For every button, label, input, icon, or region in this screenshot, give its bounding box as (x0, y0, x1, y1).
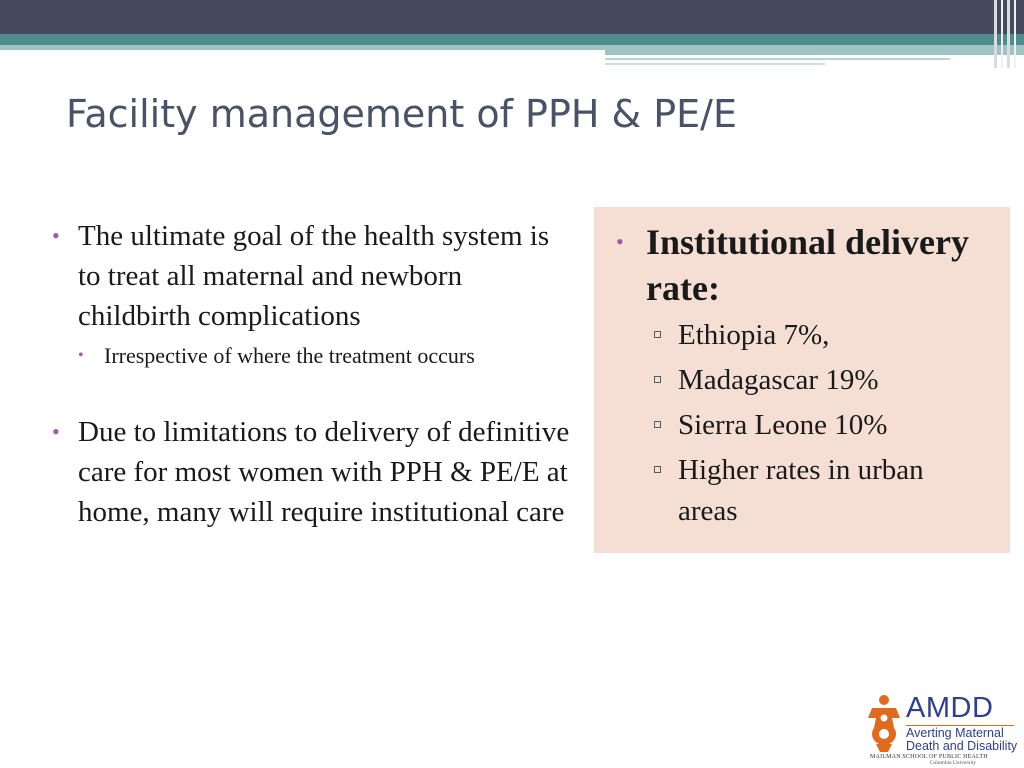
header-teal-band-light (0, 45, 605, 50)
header-accent-line-short (605, 63, 825, 65)
bullet-text: Due to limitations to delivery of definitive care for most women with PPH & PE/E at home, many will require institutional care (78, 416, 570, 528)
amdd-logo (866, 692, 1016, 764)
square-bullet-icon (654, 466, 661, 473)
header-stripe (994, 0, 997, 68)
header-stripe (1001, 0, 1003, 68)
logo-school-name: MAILMAN SCHOOL OF PUBLIC HEALTH (870, 754, 988, 760)
list-item (650, 360, 990, 401)
logo-university: Columbia University (929, 760, 977, 766)
logo-subtitle (906, 727, 1017, 753)
list-item (650, 315, 990, 356)
sub-bullet-item (52, 340, 572, 371)
highlight-box (594, 207, 1010, 553)
list-item-text: Madagascar 19% (678, 364, 879, 396)
bullet-item (52, 412, 572, 532)
header-accent-line (605, 58, 950, 60)
header-teal-band (0, 34, 1024, 45)
list-item-text: Higher rates in urban areas (678, 454, 924, 527)
sub-bullet-text: Irrespective of where the treatment occurs (104, 343, 475, 368)
highlight-heading: Institutional delivery rate: (646, 222, 970, 308)
header-bar (0, 0, 1024, 34)
highlight-heading-item (616, 219, 1024, 311)
bullet-item (52, 216, 572, 336)
square-bullet-icon (654, 421, 661, 428)
list-item-text: Sierra Leone 10% (678, 409, 888, 441)
logo-wordmark: AMDD (906, 692, 994, 724)
bullet-dot-icon: • (78, 347, 84, 364)
list-item (650, 450, 990, 532)
header-stripe (1007, 0, 1010, 68)
bullet-dot-icon: • (52, 419, 60, 444)
highlight-list (650, 315, 990, 536)
left-column (52, 216, 572, 532)
list-item (650, 405, 990, 446)
bullet-dot-icon: • (52, 223, 60, 248)
bullet-dot-icon: • (616, 229, 624, 254)
logo-subtitle-line: Averting Maternal (906, 726, 1004, 740)
square-bullet-icon (654, 376, 661, 383)
list-item-text: Ethiopia 7%, (678, 319, 830, 351)
figure-emblem-icon (866, 694, 902, 752)
header-teal-band-light-right (605, 45, 1024, 55)
bullet-text: The ultimate goal of the health system is to treat all maternal and newborn childbirth complications (78, 220, 550, 332)
header-stripe (1014, 0, 1016, 68)
logo-subtitle-line: Death and Disability (906, 739, 1018, 753)
square-bullet-icon (654, 331, 661, 338)
slide-title: Facility management of PPH & PE/E (66, 92, 737, 136)
